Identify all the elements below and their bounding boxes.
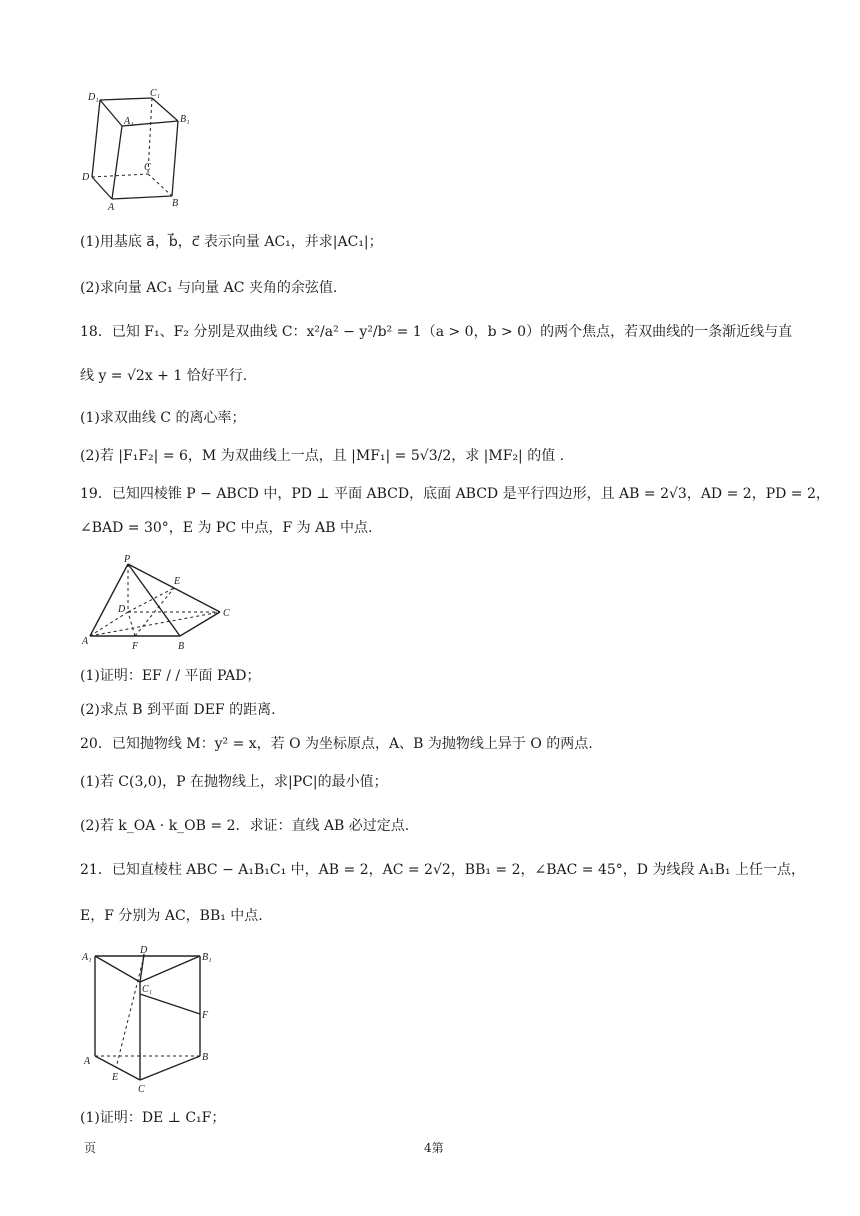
label-A1: A₁ — [82, 952, 92, 963]
label-D1: D₁ — [88, 92, 99, 103]
label-B1: B₁ — [202, 952, 212, 963]
q19-part2: (2)求点 B 到平面 DEF 的距离. — [80, 702, 276, 718]
q21-part1: (1)证明：DE ⊥ C₁F； — [80, 1110, 226, 1126]
q21-stem-line2: E，F 分别为 AC，BB₁ 中点. — [80, 908, 263, 924]
figure-pyramid — [80, 552, 240, 652]
label-A: A — [82, 636, 89, 647]
q18-stem-line1: 18．已知 F₁、F₂ 分别是双曲线 C：x²/a² − y²/b² = 1（a > 0，b > 0）的两个焦点，若双曲线的一条渐近线与直 — [80, 324, 793, 340]
q17-part1: (1)用基底 a⃗，b⃗，c⃗ 表示向量 AC₁，并求|AC₁|； — [80, 234, 383, 250]
q18-stem-line2: 线 y = √2x + 1 恰好平行. — [80, 368, 248, 384]
q18-part1: (1)求双曲线 C 的离心率； — [80, 410, 246, 426]
label-A: A — [108, 202, 115, 211]
label-B1: B₁ — [180, 114, 190, 125]
label-B: B — [178, 641, 185, 652]
label-C: C — [223, 608, 230, 619]
label-E: E — [174, 576, 181, 587]
q19-part1: (1)证明：EF / / 平面 PAD； — [80, 668, 261, 684]
label-P: P — [124, 554, 131, 565]
label-A: A — [84, 1056, 91, 1067]
q20-stem: 20．已知抛物线 M：y² = x，若 O 为坐标原点，A、B 为抛物线上异于 O 的两点. — [80, 736, 593, 752]
label-A1: A₁ — [124, 116, 134, 127]
q19-stem-line1: 19．已知四棱锥 P − ABCD 中，PD ⊥ 平面 ABCD，底面 ABCD 是平行四边形，且 AB = 2√3，AD = 2，PD = 2， — [80, 486, 830, 502]
footer-left: 页 — [84, 1141, 97, 1155]
q20-part1: (1)若 C(3,0)，P 在抛物线上，求|PC|的最小值； — [80, 774, 388, 790]
label-D: D — [82, 172, 90, 183]
label-C1: C₁ — [150, 88, 161, 99]
label-E: E — [112, 1072, 119, 1083]
label-B: B — [202, 1052, 209, 1063]
label-C: C — [144, 162, 151, 173]
q17-part2: (2)求向量 AC₁ 与向量 AC 夹角的余弦值. — [80, 280, 338, 296]
q18-part2: (2)若 |F₁F₂| = 6，M 为双曲线上一点，且 |MF₁| = 5√3/2，求 |MF₂| 的值 . — [80, 448, 565, 464]
label-C1: C₁ — [142, 984, 153, 995]
label-D: D — [140, 945, 148, 956]
label-D: D — [118, 604, 126, 615]
label-F: F — [132, 641, 139, 652]
footer-page-number: 4第 — [424, 1141, 444, 1155]
q19-stem-line2: ∠BAD = 30°，E 为 PC 中点，F 为 AB 中点. — [80, 520, 373, 536]
label-F: F — [202, 1010, 209, 1021]
label-B: B — [172, 198, 179, 209]
figure-parallelepiped — [80, 86, 200, 211]
label-C: C — [138, 1084, 145, 1094]
figure-prism — [80, 944, 220, 1094]
q20-part2: (2)若 k_OA · k_OB = 2．求证：直线 AB 必过定点. — [80, 818, 410, 834]
q21-stem-line1: 21．已知直棱柱 ABC − A₁B₁C₁ 中，AB = 2，AC = 2√2，BB₁ = 2，∠BAC = 45°，D 为线段 A₁B₁ 上任一点， — [80, 862, 805, 878]
